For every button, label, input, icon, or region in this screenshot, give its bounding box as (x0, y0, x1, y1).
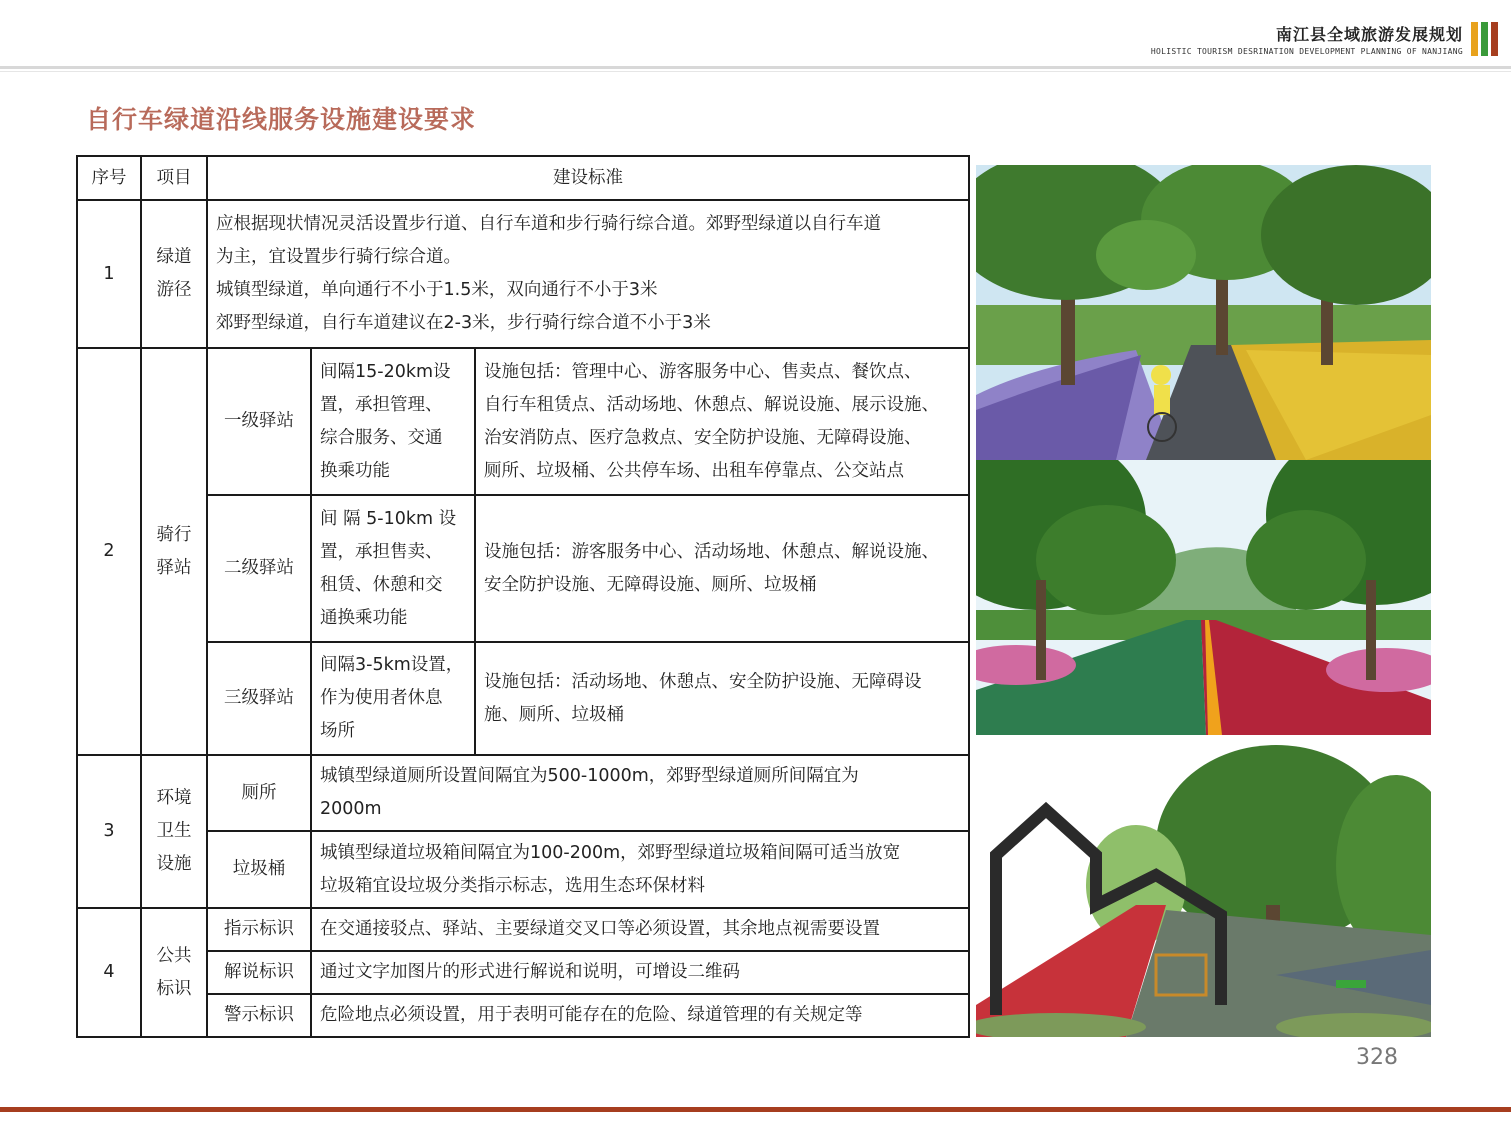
standard-cell (207, 200, 969, 348)
standard-line: 郊野型绿道，自行车道建议在2-3米，步行骑行综合道不小于3米 (216, 313, 711, 333)
station-spacing (311, 495, 475, 642)
spacing-line: 通换乘功能 (320, 607, 408, 628)
header-rule (0, 66, 1511, 69)
standard-line: 为主，宜设置步行骑行综合道。 (216, 247, 461, 267)
facility-line: 施、厕所、垃圾桶 (484, 704, 624, 725)
spacing-line: 置，承担售卖、 (320, 541, 443, 562)
facility-line: 治安消防点、医疗急救点、安全防护设施、无障碍设施、 (484, 427, 922, 448)
header-rule-thin (0, 71, 1511, 72)
sub-item-name: 厕所 (207, 755, 311, 831)
table-row (77, 755, 969, 831)
shelter-illustration (976, 735, 1431, 1037)
item-line: 公共 (156, 945, 192, 966)
item-line: 环境 (156, 788, 192, 808)
standard-line: 城镇型绿道垃圾箱间隔宜为100-200m，郊野型绿道垃圾箱间隔可适当放宽 (320, 842, 901, 863)
standard-line: 城镇型绿道厕所设置间隔宜为500-1000m，郊野型绿道厕所间隔宜为 (320, 766, 859, 786)
facility-line: 设施包括：活动场地、休憩点、安全防护设施、无障碍设 (484, 671, 922, 692)
photo-column (976, 165, 1431, 1037)
footer-rule (0, 1107, 1511, 1112)
table-row (77, 642, 969, 755)
station-facilities (475, 495, 969, 642)
page-title: 自行车绿道沿线服务设施建设要求 (86, 105, 477, 134)
greenway-photo-flowers (976, 165, 1431, 460)
spacing-line: 间 隔 5-10km 设 (320, 508, 457, 529)
spacing-line: 作为使用者休息 (320, 688, 443, 708)
sub-item-standard (311, 831, 969, 908)
standard-line: 应根据现状情况灵活设置步行道、自行车道和步行骑行综合道。郊野型绿道以自行车道 (216, 214, 881, 234)
table-row (77, 495, 969, 642)
header-item: 项目 (141, 156, 207, 200)
spacing-line: 场所 (320, 721, 355, 741)
item-line: 绿道 (156, 247, 192, 267)
header-no: 序号 (77, 156, 141, 200)
sub-item-name: 垃圾桶 (207, 831, 311, 908)
spacing-line: 综合服务、交通 (320, 427, 443, 448)
standard-line: 城镇型绿道，单向通行不小于1.5米，双向通行不小于3米 (216, 280, 658, 300)
station-spacing (311, 642, 475, 755)
row-number: 4 (77, 908, 141, 1037)
sub-item-standard: 通过文字加图片的形式进行解说和说明，可增设二维码 (311, 951, 969, 994)
greenway-flowers-illustration (976, 165, 1431, 460)
spacing-line: 间隔15-20km设 (320, 361, 451, 382)
table-row (77, 908, 969, 951)
facility-line: 厕所、垃圾桶、公共停车场、出租车停靠点、公交站点 (484, 460, 904, 481)
table-row (77, 951, 969, 994)
station-facilities (475, 348, 969, 495)
facility-standards-table (76, 155, 970, 1038)
facility-line: 自行车租赁点、活动场地、休憩点、解说设施、展示设施、 (484, 394, 939, 415)
spacing-line: 换乘功能 (320, 460, 390, 481)
sub-item-name: 指示标识 (207, 908, 311, 951)
station-facilities (475, 642, 969, 755)
row-number: 2 (77, 348, 141, 755)
spacing-line: 置，承担管理、 (320, 394, 443, 415)
table-row (77, 200, 969, 348)
standard-line: 垃圾箱宜设垃圾分类指示标志，选用生态环保材料 (320, 875, 705, 896)
station-spacing (311, 348, 475, 495)
sub-item-standard (311, 755, 969, 831)
station-name: 一级驿站 (207, 348, 311, 495)
sub-item-standard: 危险地点必须设置，用于表明可能存在的危险、绿道管理的有关规定等 (311, 994, 969, 1037)
table-row (77, 348, 969, 495)
row-item (141, 200, 207, 348)
table-row (77, 994, 969, 1037)
row-number: 1 (77, 200, 141, 348)
brand-bar-orange (1471, 22, 1478, 56)
item-line: 骑行 (156, 524, 192, 545)
greenway-photo-shelter (976, 735, 1431, 1037)
row-number: 3 (77, 755, 141, 908)
item-line: 标识 (156, 978, 192, 999)
row-item (141, 755, 207, 908)
item-line: 卫生 (156, 821, 192, 841)
standard-line: 2000m (320, 799, 382, 819)
page-number: 328 (1356, 1045, 1398, 1070)
item-line: 驿站 (156, 557, 192, 578)
station-name: 二级驿站 (207, 495, 311, 642)
spacing-line: 间隔3-5km设置， (320, 655, 464, 675)
table-header-row (77, 156, 969, 200)
greenway-photo-red-lane (976, 460, 1431, 735)
facility-line: 设施包括：游客服务中心、活动场地、休憩点、解说设施、 (484, 541, 939, 562)
sub-item-standard: 在交通接驳点、驿站、主要绿道交叉口等必须设置，其余地点视需要设置 (311, 908, 969, 951)
facility-line: 设施包括：管理中心、游客服务中心、售卖点、餐饮点、 (484, 361, 922, 382)
brand-bar-red (1491, 22, 1498, 56)
item-line: 游径 (156, 280, 192, 300)
red-lane-illustration (976, 460, 1431, 735)
spacing-line: 租赁、休憩和交 (320, 574, 443, 595)
report-title: 南江县全域旅游发展规划 (1275, 25, 1463, 44)
row-item (141, 908, 207, 1037)
brand-bars (1471, 22, 1499, 56)
header-standard: 建设标准 (207, 156, 969, 200)
report-subtitle: HOLISTIC TOURISM DESRINATION DEVELOPMENT PLANNING OF NANJIANG (1150, 47, 1463, 56)
item-line: 设施 (156, 854, 192, 874)
brand-bar-green (1481, 22, 1488, 56)
sub-item-name: 解说标识 (207, 951, 311, 994)
sub-item-name: 警示标识 (207, 994, 311, 1037)
row-item (141, 348, 207, 755)
facility-line: 安全防护设施、无障碍设施、厕所、垃圾桶 (484, 574, 817, 595)
station-name: 三级驿站 (207, 642, 311, 755)
table-row (77, 831, 969, 908)
